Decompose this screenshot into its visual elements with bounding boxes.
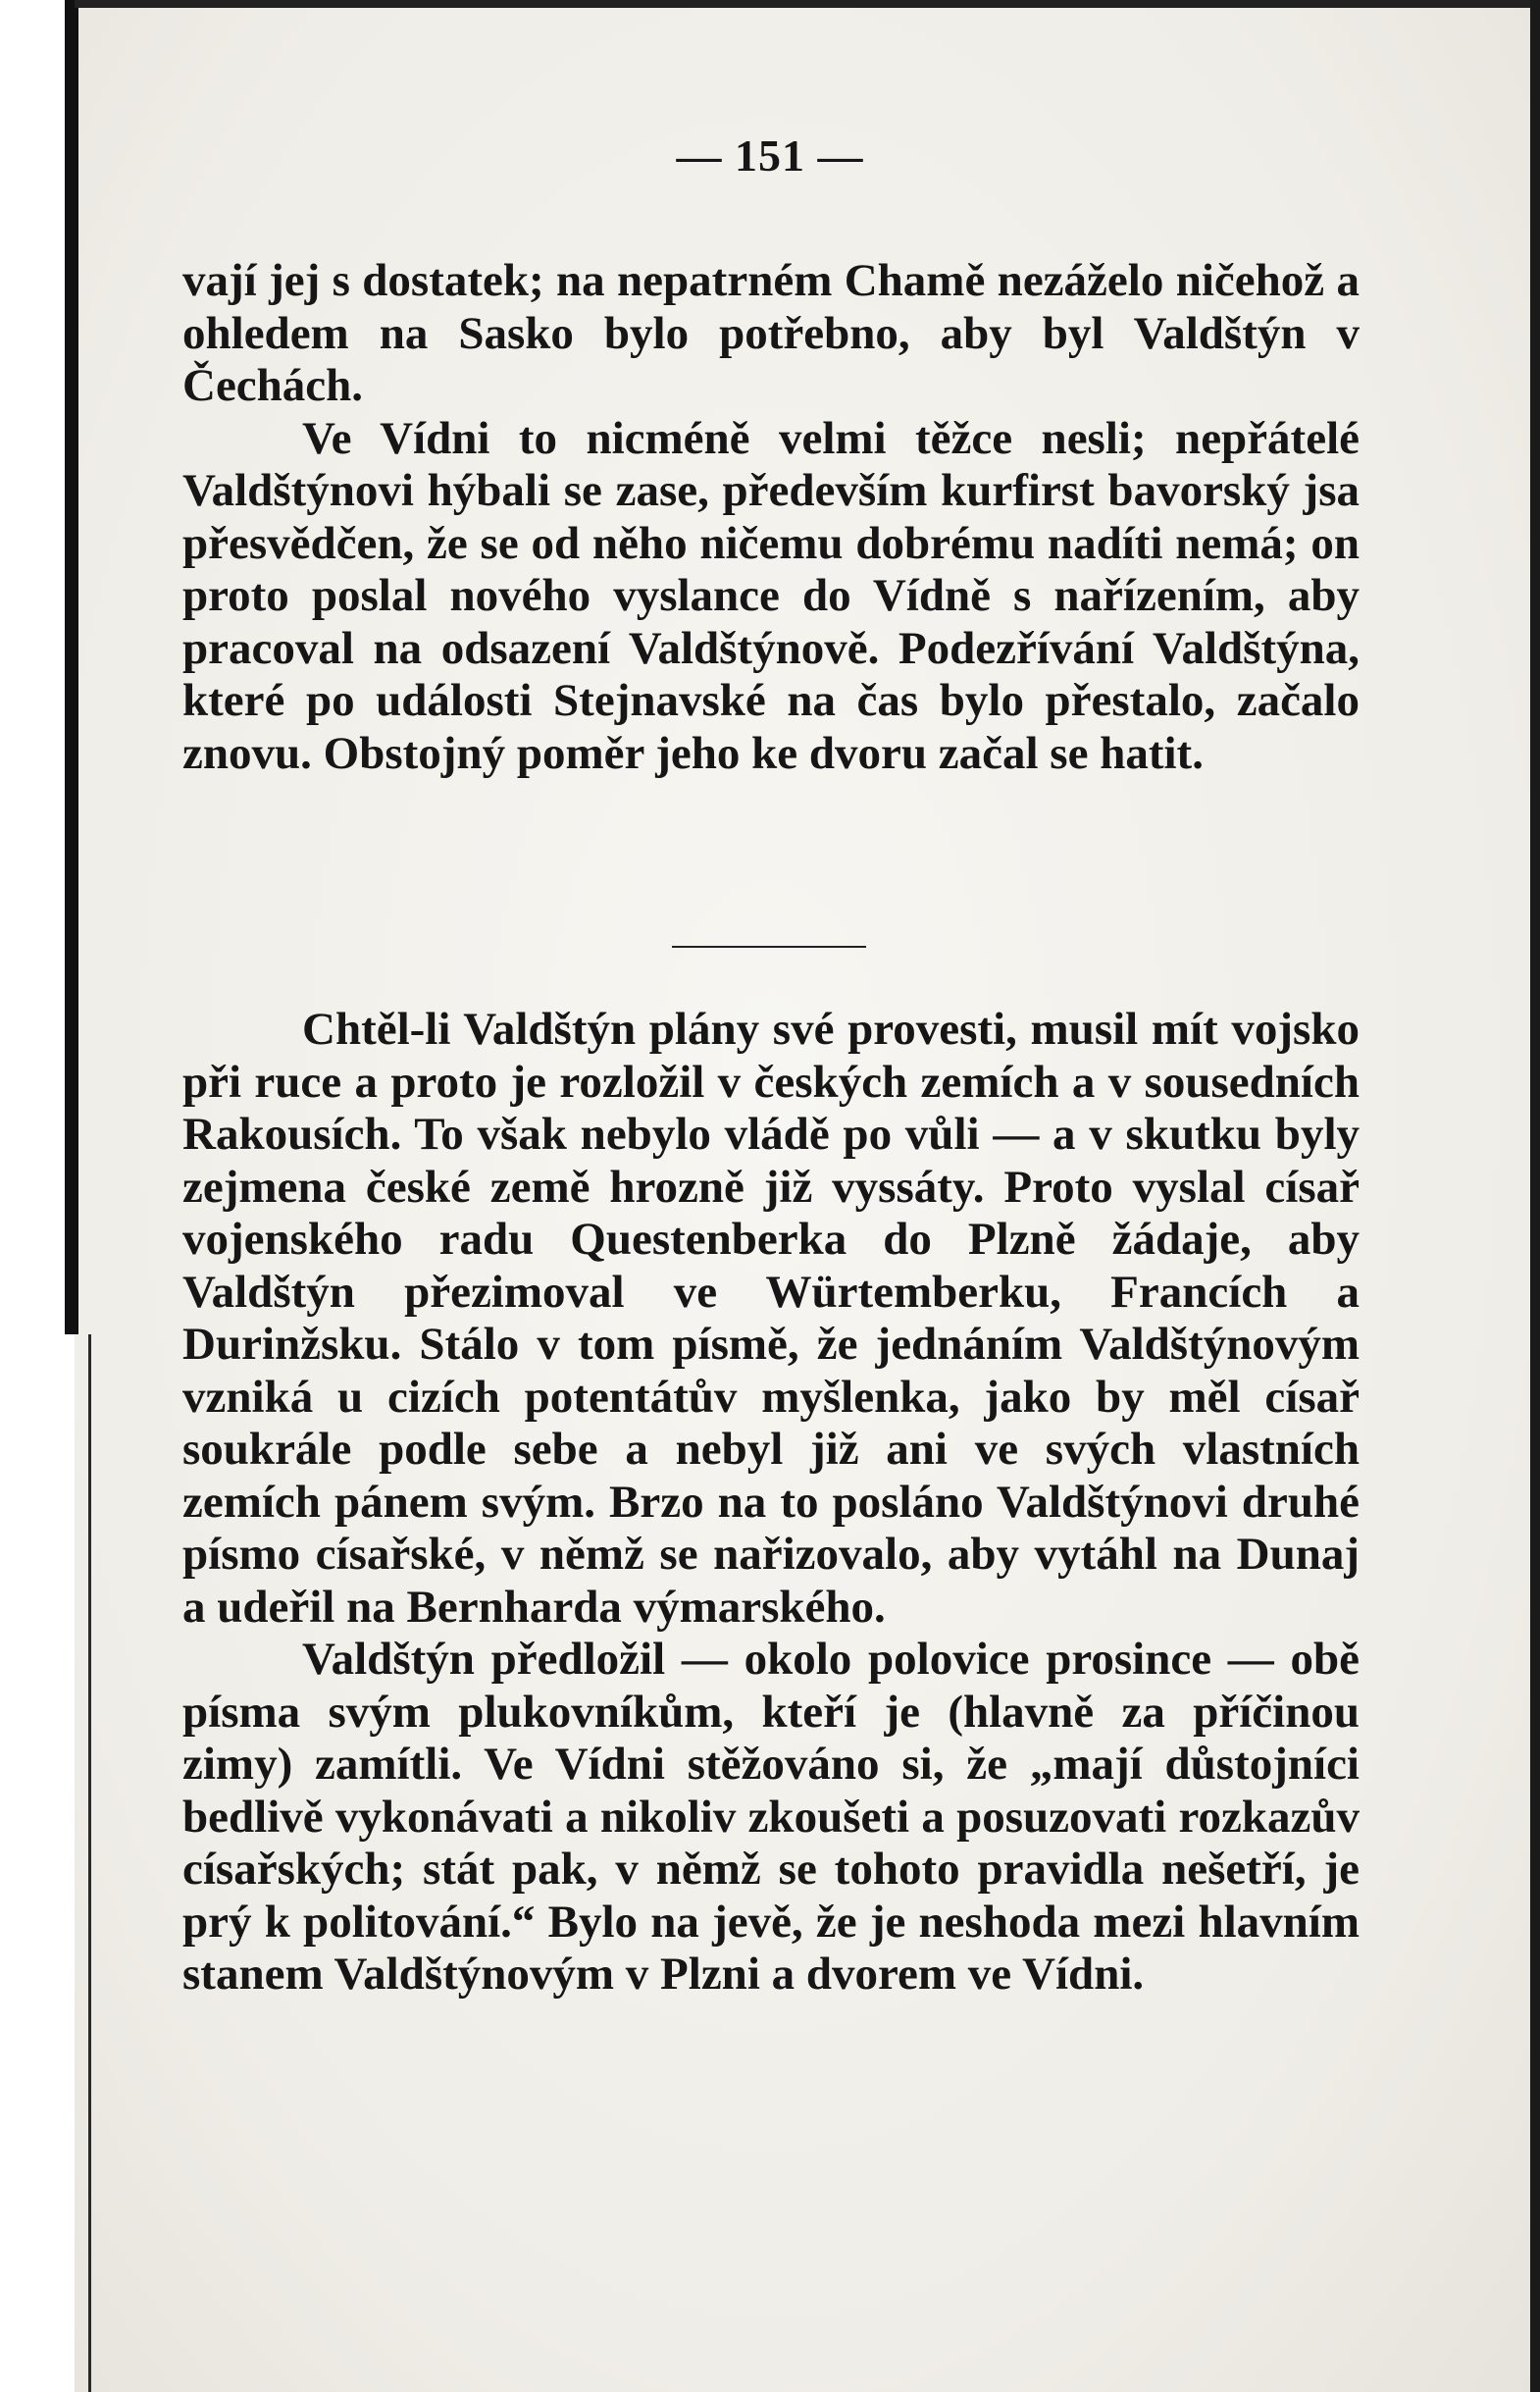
page-number: — 151 — [676, 130, 864, 181]
page-top-edge [75, 0, 1540, 8]
paragraph: Chtěl-li Valdštýn plány své provesti, musil mít vojsko při ruce a proto je rozložil v českých zemích a v sousedních Rakousích. To však nebylo vládě po vůli — a v skutku byly zejmena české země hrozně již vyssáty. Proto vyslal císař vojenského radu Questenberka do Plzně žádaje, aby Valdštýn přezimoval ve Würtemberku, Francích a Durinžsku. Stálo v tom písmě, že jednáním Valdštýnovým vzniká u cizích potentátův myšlenka, jako by měl císař soukrále podle sebe a nebyl již ani ve svých vlastních zemích pánem svým. Brzo na to posláno Valdštýnovi druhé písmo císařské, v němž se nařizovalo, aby vytáhl na Dunaj a udeřil na Bernharda výmarského. [182, 1004, 1360, 1633]
section-divider [672, 946, 866, 948]
paragraph: Ve Vídni to nicméně velmi těžce nesli; nepřátelé Valdštýnovi hýbali se zase, především kurfirst bavorský jsa přesvědčen, že se od něho ničemu dobrému nadíti nemá; on proto poslal nového vyslance do Vídně s nařízením, aby pracoval na odsazení Valdštýnově. Podezřívání Valdštýna, které po události Stejnavské na čas bylo přestalo, začalo znovu. Obstojný poměr jeho ke dvoru začal se hatit. [182, 412, 1360, 779]
text-section-1 [182, 255, 1360, 780]
paragraph-continued: vají jej s dostatek; na nepatrném Chamě nezáželo ničehož a ohledem na Sasko bylo potřebno, aby byl Valdštýn v Čechách. [182, 255, 1360, 411]
book-binding-edge [88, 1334, 91, 2392]
page-left-margin [0, 0, 75, 2392]
text-section-2 [182, 1004, 1360, 2002]
page-right-edge [1530, 0, 1540, 2392]
book-binding-shadow [65, 0, 78, 1334]
paragraph: Valdštýn předložil — okolo polovice prosince — obě písma svým plukovníkům, kteří je (hlavně za příčinou zimy) zamítli. Ve Vídni stěžováno si, že „mají důstojníci bedlivě vykonávati a nikoliv zkoušeti a posuzovati rozkazův císařských; stát pak, v němž se tohoto pravidla nešetří, je prý k politování.“ Bylo na jevě, že je neshoda mezi hlavním stanem Valdštýnovým v Plzni a dvorem ve Vídni. [182, 1634, 1360, 2000]
